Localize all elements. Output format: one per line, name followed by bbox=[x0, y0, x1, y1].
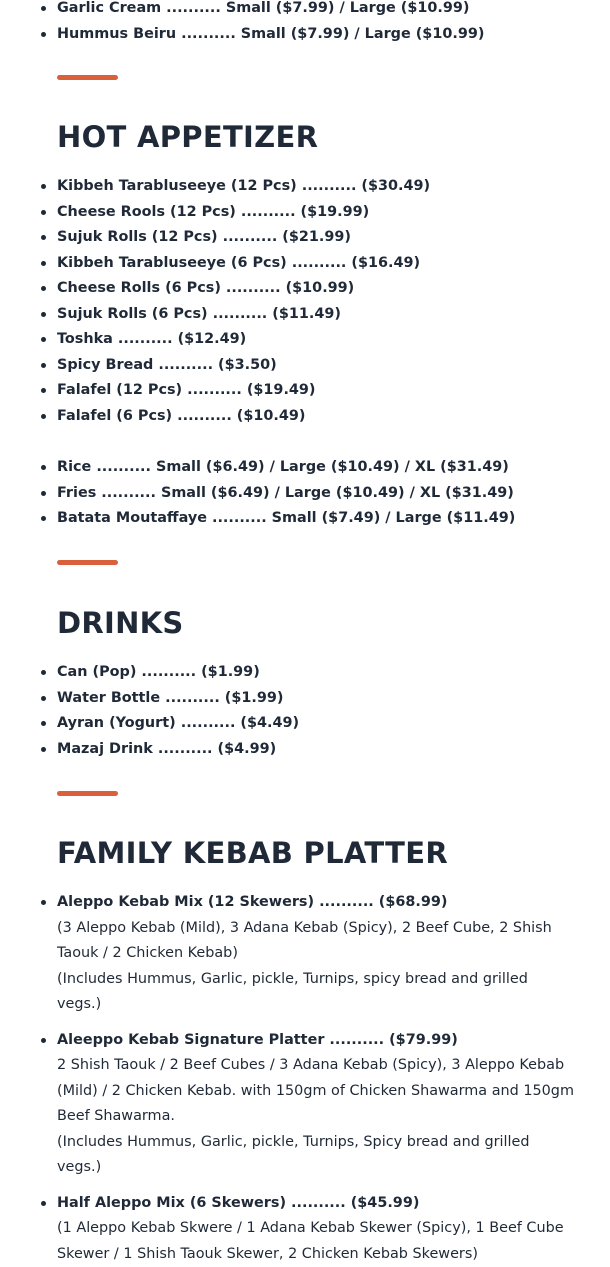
list-item: Cheese Rolls (6 Pcs) .......... ($10.99) bbox=[57, 276, 582, 302]
item-description: 2 Shish Taouk / 2 Beef Cubes / 3 Adana Kebab (Spicy), 3 Aleppo Kebab (Mild) / 2 Chicken Kebab. with 150gm of Chicken Shawarma and 150gm Beef Shawarma. bbox=[57, 1053, 575, 1130]
item-includes: (Includes Hummus, Garlic, pickle, Turnips, Spicy bread and grilled vegs.) bbox=[57, 1130, 575, 1181]
section-title-drinks: DRINKS bbox=[57, 606, 184, 640]
list-item: Fries .......... Small ($6.49) / Large ($10.49) / XL ($31.49) bbox=[57, 481, 582, 507]
list-item: Toshka .......... ($12.49) bbox=[57, 327, 582, 353]
list-item bbox=[57, 1028, 575, 1181]
list-item bbox=[57, 890, 575, 1018]
item-description: (3 Aleppo Kebab (Mild), 3 Adana Kebab (Spicy), 2 Beef Cube, 2 Shish Taouk / 2 Chicken Kebab) bbox=[57, 916, 575, 967]
item-includes: (Includes Hummus, Garlic, pickle, Turnips, spicy bread and grilled vegs.) bbox=[57, 967, 575, 1018]
list-item: Garlic Cream .......... Small ($7.99) / Large ($10.99) bbox=[57, 0, 582, 22]
list-item: Falafel (12 Pcs) .......... ($19.49) bbox=[57, 378, 582, 404]
list-item: Water Bottle .......... ($1.99) bbox=[57, 686, 582, 712]
item-description: (1 Aleppo Kebab Skwere / 1 Adana Kebab Skewer (Spicy), 1 Beef Cube Skewer / 1 Shish Taouk Skewer, 2 Chicken Kebab Skewers) bbox=[57, 1216, 575, 1267]
prev-section-list bbox=[0, 0, 525, 47]
section-title-hot-appetizer: HOT APPETIZER bbox=[57, 120, 318, 154]
drinks-list bbox=[0, 660, 525, 762]
family-platter-list bbox=[0, 890, 518, 1267]
list-item: Cheese Rools (12 Pcs) .......... ($19.99) bbox=[57, 200, 582, 226]
item-name: Aleeppo Kebab Signature Platter .......... ($79.99) bbox=[57, 1028, 575, 1054]
section-title-family-kebab-platter: FAMILY KEBAB PLATTER bbox=[57, 836, 448, 870]
item-name: Aleppo Kebab Mix (12 Skewers) .......... ($68.99) bbox=[57, 890, 575, 916]
list-item: Kibbeh Tarabluseeye (12 Pcs) .......... ($30.49) bbox=[57, 174, 582, 200]
hot-appetizer-list bbox=[0, 174, 525, 429]
list-item: Mazaj Drink .......... ($4.99) bbox=[57, 737, 582, 763]
list-item: Sujuk Rolls (6 Pcs) .......... ($11.49) bbox=[57, 302, 582, 328]
list-item: Ayran (Yogurt) .......... ($4.49) bbox=[57, 711, 582, 737]
item-name: Half Aleppo Mix (6 Skewers) .......... ($45.99) bbox=[57, 1191, 575, 1217]
list-item: Hummus Beiru .......... Small ($7.99) / Large ($10.99) bbox=[57, 22, 582, 48]
list-item: Kibbeh Tarabluseeye (6 Pcs) .......... ($16.49) bbox=[57, 251, 582, 277]
section-divider bbox=[57, 560, 118, 565]
list-item: Can (Pop) .......... ($1.99) bbox=[57, 660, 582, 686]
section-divider bbox=[57, 791, 118, 796]
section-divider bbox=[57, 75, 118, 80]
list-item: Batata Moutaffaye .......... Small ($7.49) / Large ($11.49) bbox=[57, 506, 582, 532]
list-item bbox=[57, 1191, 575, 1267]
list-item: Rice .......... Small ($6.49) / Large ($10.49) / XL ($31.49) bbox=[57, 455, 582, 481]
sides-list bbox=[0, 455, 525, 532]
list-item: Falafel (6 Pcs) .......... ($10.49) bbox=[57, 404, 582, 430]
list-item: Sujuk Rolls (12 Pcs) .......... ($21.99) bbox=[57, 225, 582, 251]
list-item: Spicy Bread .......... ($3.50) bbox=[57, 353, 582, 379]
